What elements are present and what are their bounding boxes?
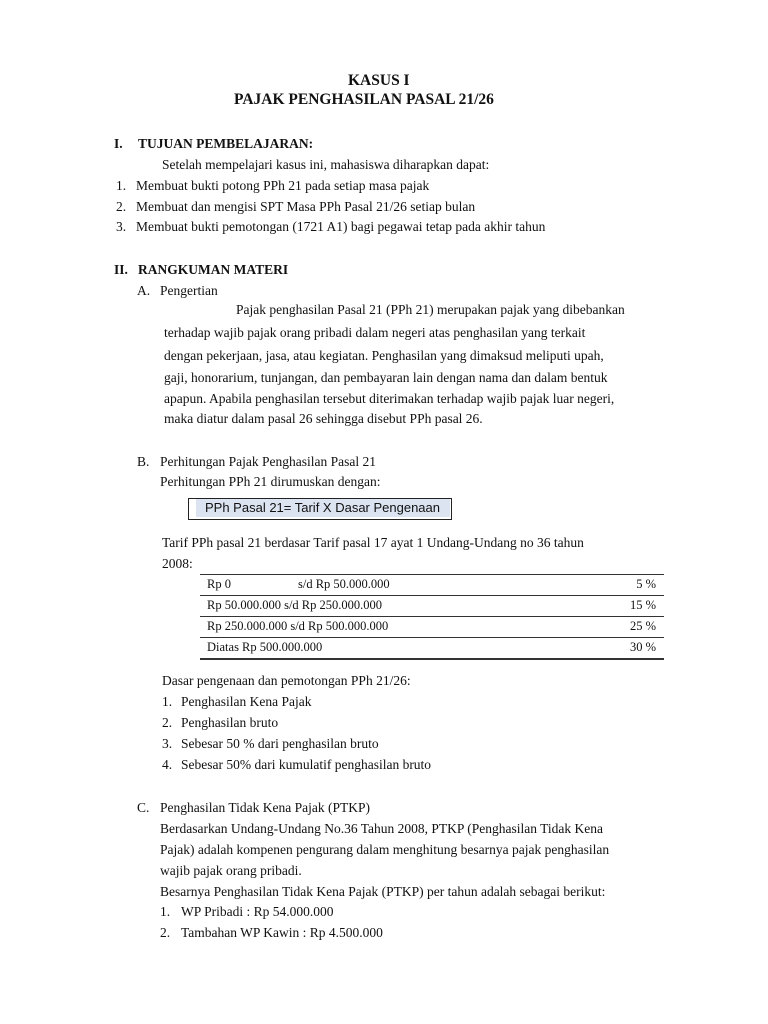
paragraph-line: gaji, honorarium, tunjangan, dan pembayaran lain dengan nama dan dalam bentuk bbox=[164, 370, 608, 385]
ptkp-num: 2. bbox=[160, 925, 171, 940]
doc-title-line2: PAJAK PENGHASILAN PASAL 21/26 bbox=[234, 91, 494, 108]
paragraph-line: apapun. Apabila penghasilan tersebut diterimakan terhadap wajib pajak luar negeri, bbox=[164, 391, 615, 406]
objective-text: Membuat bukti pemotongan (1721 A1) bagi pegawai tetap pada akhir tahun bbox=[136, 219, 546, 234]
section1-number: I. bbox=[114, 136, 123, 151]
rate-row bbox=[200, 596, 664, 617]
section1-intro: Setelah mempelajari kasus ini, mahasiswa diharapkan dapat: bbox=[162, 157, 490, 172]
ptkp-line: wajib pajak orang pribadi. bbox=[160, 863, 302, 878]
doc-title-line1: KASUS I bbox=[348, 72, 410, 89]
rate-range: Rp 50.000.000 s/d Rp 250.000.000 bbox=[207, 598, 383, 612]
formula-text: PPh Pasal 21= Tarif X Dasar Pengenaan bbox=[205, 500, 440, 515]
ptkp-num: 1. bbox=[160, 904, 171, 919]
dasar-num: 3. bbox=[162, 736, 173, 751]
formula-intro: Perhitungan PPh 21 dirumuskan dengan: bbox=[160, 474, 381, 489]
dasar-text: Penghasilan bruto bbox=[181, 715, 279, 730]
rate-row bbox=[200, 574, 664, 596]
dasar-text: Sebesar 50 % dari penghasilan bruto bbox=[181, 736, 379, 751]
subsection-c-label: C. bbox=[137, 800, 150, 815]
rate-range: Rp 250.000.000 s/d Rp 500.000.000 bbox=[207, 619, 389, 633]
ptkp-line: Berdasarkan Undang-Undang No.36 Tahun 2008, PTKP (Penghasilan Tidak Kena bbox=[160, 821, 603, 836]
rate-percent: 15 % bbox=[629, 598, 656, 612]
rate-range: Diatas Rp 500.000.000 bbox=[207, 640, 323, 654]
tarif-intro-line2: 2008: bbox=[162, 556, 193, 571]
section2-number: II. bbox=[114, 262, 128, 277]
ptkp-line: Pajak) adalah kompenen pengurang dalam menghitung besarnya pajak penghasilan bbox=[160, 842, 610, 857]
paragraph-line: maka diatur dalam pasal 26 sehingga disebut PPh pasal 26. bbox=[164, 411, 483, 426]
subsection-b-heading: Perhitungan Pajak Penghasilan Pasal 21 bbox=[160, 454, 376, 469]
ptkp-text: Tambahan WP Kawin : Rp 4.500.000 bbox=[181, 925, 383, 940]
subsection-c-heading: Penghasilan Tidak Kena Pajak (PTKP) bbox=[160, 800, 370, 815]
dasar-num: 4. bbox=[162, 757, 173, 772]
ptkp-besarnya: Besarnya Penghasilan Tidak Kena Pajak (PTKP) per tahun adalah sebagai berikut: bbox=[160, 884, 606, 899]
ptkp-text: WP Pribadi : Rp 54.000.000 bbox=[181, 904, 334, 919]
subsection-b-label: B. bbox=[137, 454, 150, 469]
subsection-a-heading: Pengertian bbox=[160, 283, 218, 298]
rate-percent: 30 % bbox=[629, 640, 656, 654]
tax-rate-table bbox=[200, 574, 664, 660]
rate-range-upper: s/d Rp 50.000.000 bbox=[298, 577, 390, 591]
objective-num: 3. bbox=[116, 219, 127, 234]
rate-row bbox=[200, 617, 664, 638]
objective-text: Membuat bukti potong PPh 21 pada setiap masa pajak bbox=[136, 178, 430, 193]
paragraph-line: terhadap wajib pajak orang pribadi dalam negeri atas penghasilan yang terkait bbox=[164, 325, 586, 340]
dasar-text: Penghasilan Kena Pajak bbox=[181, 694, 312, 709]
paragraph-line: dengan pekerjaan, jasa, atau kegiatan. Penghasilan yang dimaksud meliputi upah, bbox=[164, 348, 604, 363]
subsection-a-label: A. bbox=[137, 283, 151, 298]
paragraph-line: Pajak penghasilan Pasal 21 (PPh 21) merupakan pajak yang dibebankan bbox=[236, 302, 625, 317]
tarif-intro-line1: Tarif PPh pasal 21 berdasar Tarif pasal 17 ayat 1 Undang-Undang no 36 tahun bbox=[162, 535, 584, 550]
section1-heading: TUJUAN PEMBELAJARAN: bbox=[138, 136, 314, 151]
dasar-heading: Dasar pengenaan dan pemotongan PPh 21/26: bbox=[162, 673, 411, 688]
dasar-text: Sebesar 50% dari kumulatif penghasilan bruto bbox=[181, 757, 432, 772]
objective-num: 2. bbox=[116, 199, 127, 214]
dasar-num: 2. bbox=[162, 715, 173, 730]
section2-heading: RANGKUMAN MATERI bbox=[138, 262, 289, 277]
rate-row bbox=[200, 638, 664, 660]
rate-percent: 5 % bbox=[636, 577, 656, 591]
objective-text: Membuat dan mengisi SPT Masa PPh Pasal 21/26 setiap bulan bbox=[136, 199, 476, 214]
rate-percent: 25 % bbox=[629, 619, 656, 633]
objective-num: 1. bbox=[116, 178, 127, 193]
dasar-num: 1. bbox=[162, 694, 173, 709]
rate-range: Rp 0 bbox=[207, 577, 231, 591]
